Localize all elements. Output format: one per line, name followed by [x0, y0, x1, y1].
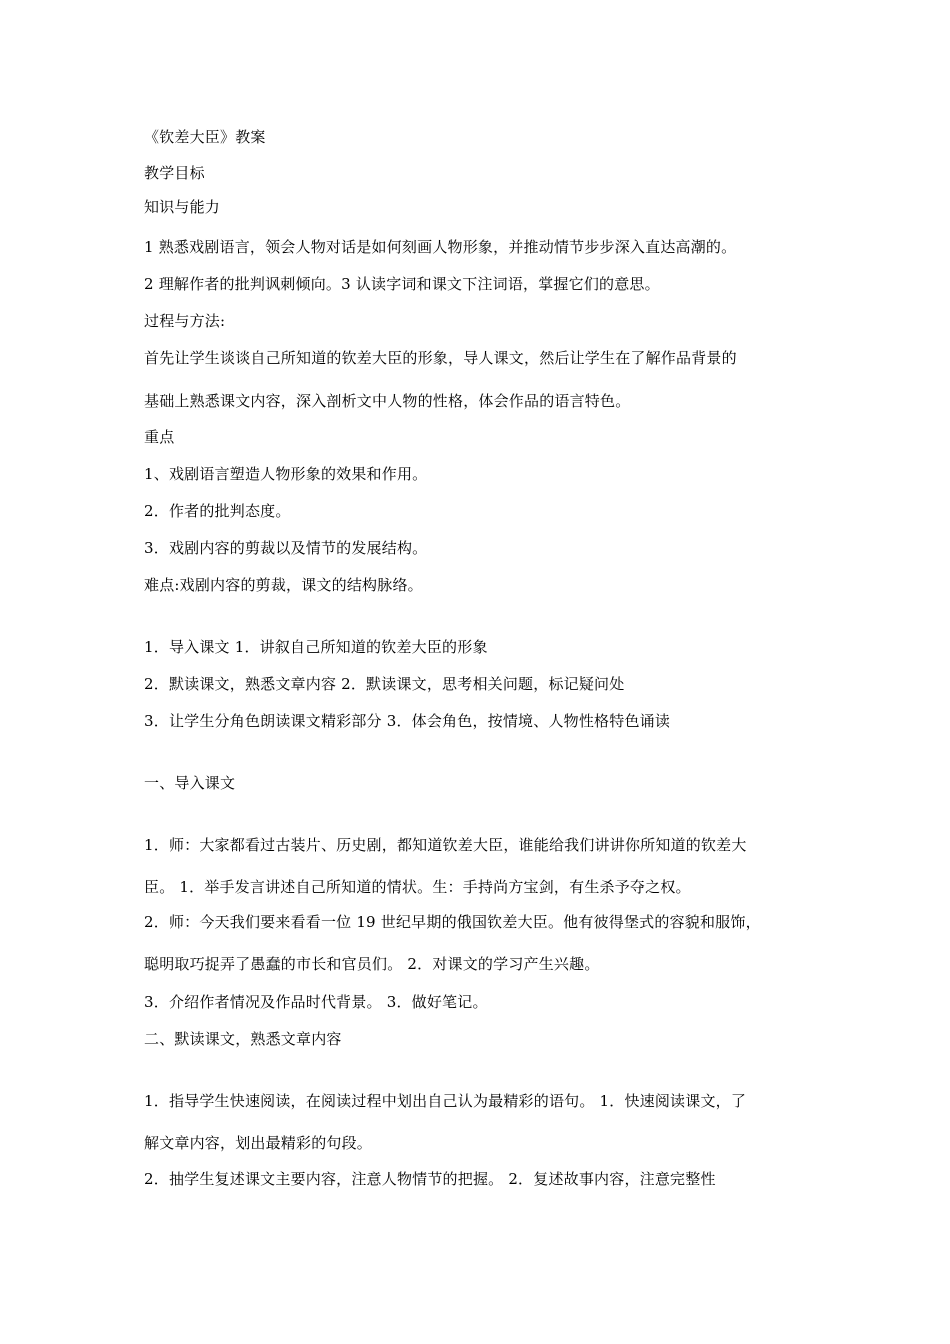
reading-item-1-line-1: 1．指导学生快速阅读，在阅读过程中划出自己认为最精彩的语句。 1．快速阅读课文，了: [144, 1092, 747, 1110]
intro-item-1-line-1: 1．师：大家都看过古装片、历史剧，都知道钦差大臣，谁能给我们讲讲你所知道的钦差大: [144, 836, 747, 854]
reading-item-2: 2．抽学生复述课文主要内容，注意人物情节的把握。 2．复述故事内容，注意完整性: [144, 1170, 716, 1188]
section-heading-reading: 二、默读课文，熟悉文章内容: [144, 1030, 342, 1048]
step-row-1: 1．导入课文 1．讲叙自己所知道的钦差大臣的形象: [144, 638, 488, 656]
key-point-2: 2．作者的批判态度。: [144, 502, 291, 520]
document-title: 《钦差大臣》教案: [144, 128, 266, 146]
step-row-2: 2．默读课文，熟悉文章内容 2．默读课文，思考相关问题，标记疑问处: [144, 675, 625, 693]
intro-item-3: 3．介绍作者情况及作品时代背景。 3．做好笔记。: [144, 993, 488, 1011]
goal-item-1: 1 熟悉戏剧语言，领会人物对话是如何刻画人物形象，并推动情节步步深入直达高潮的。: [144, 238, 737, 256]
intro-item-2-line-1: 2．师：今天我们要来看看一位 19 世纪早期的俄国钦差大臣。他有彼得堡式的容貌和服饰，: [144, 913, 761, 931]
goal-item-2: 2 理解作者的批判讽刺倾向。3 认读字词和课文下注词语，掌握它们的意思。: [144, 275, 660, 293]
heading-teaching-goals: 教学目标: [144, 164, 205, 182]
heading-knowledge-ability: 知识与能力: [144, 198, 221, 216]
heading-process-method: 过程与方法:: [144, 312, 226, 330]
intro-item-2-line-2: 聪明取巧捉弄了愚蠢的市长和官员们。 2．对课文的学习产生兴趣。: [144, 955, 600, 973]
heading-key-points: 重点: [144, 428, 175, 446]
difficulty-line: 难点:戏剧内容的剪裁，课文的结构脉络。: [144, 576, 423, 594]
process-line-2: 基础上熟悉课文内容，深入剖析文中人物的性格，体会作品的语言特色。: [144, 392, 631, 410]
reading-item-1-line-2: 解文章内容，划出最精彩的句段。: [144, 1134, 373, 1152]
step-row-3: 3．让学生分角色朗读课文精彩部分 3．体会角色，按情境、人物性格特色诵读: [144, 712, 671, 730]
key-point-3: 3．戏剧内容的剪裁以及情节的发展结构。: [144, 539, 428, 557]
key-point-1: 1、戏剧语言塑造人物形象的效果和作用。: [144, 465, 428, 483]
process-line-1: 首先让学生谈谈自己所知道的钦差大臣的形象，导人课文，然后让学生在了解作品背景的: [144, 349, 737, 367]
intro-item-1-line-2: 臣。 1．举手发言讲述自己所知道的情状。生：手持尚方宝剑，有生杀予夺之权。: [144, 878, 691, 896]
section-heading-intro: 一、导入课文: [144, 774, 236, 792]
